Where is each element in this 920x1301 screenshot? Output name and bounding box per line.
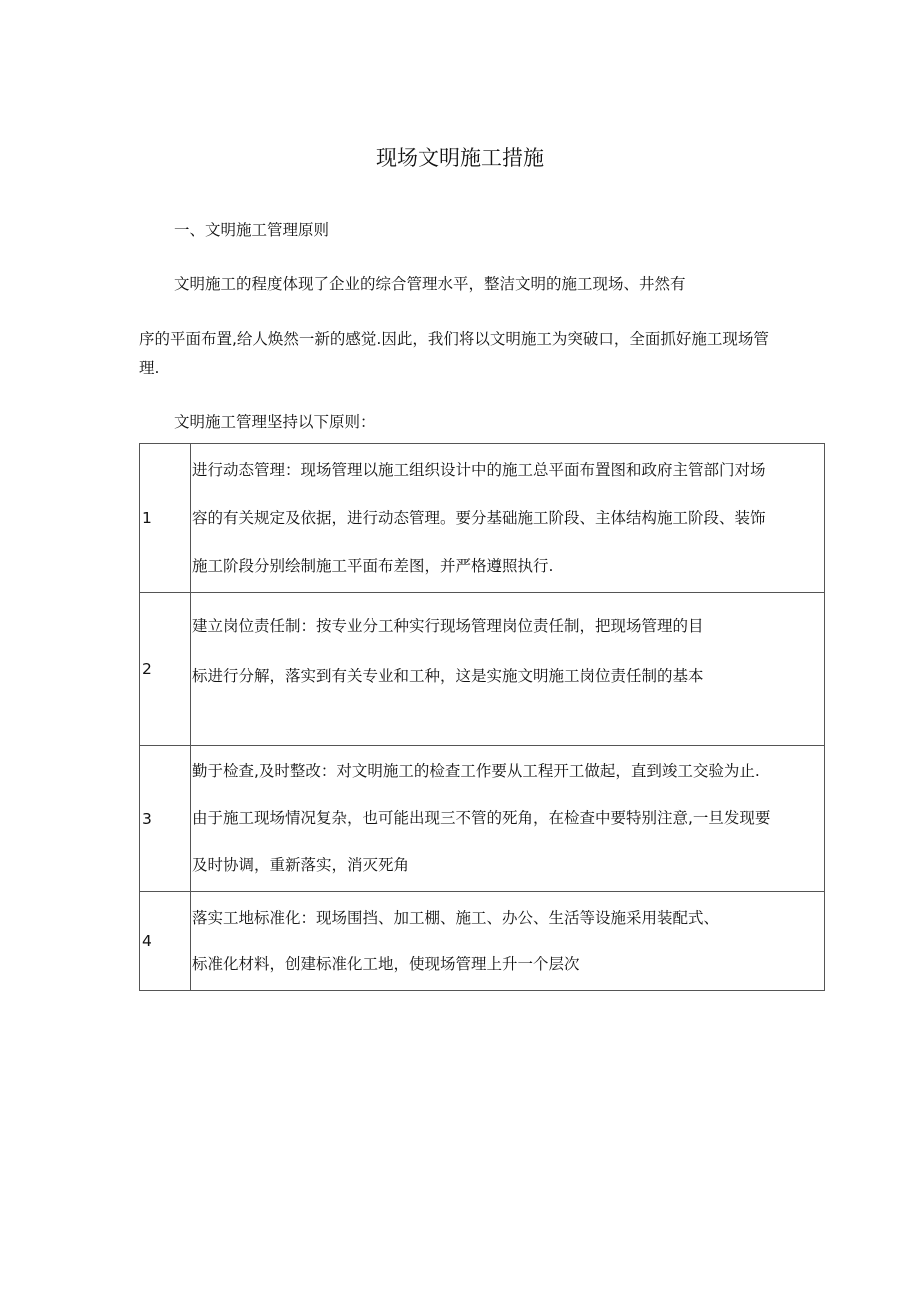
row-content-line: 进行动态管理：现场管理以施工组织设计中的施工总平面布置图和政府主管部门对场 (192, 461, 766, 479)
table-row (140, 746, 825, 892)
row-content (191, 593, 825, 746)
row-number: 1 (140, 444, 191, 593)
intro-paragraph-line: 序的平面布置,给人焕然一新的感觉.因此，我们将以文明施工为突破口，全面抓好施工现场管 (139, 330, 769, 348)
row-content-line: 标准化材料，创建标准化工地，使现场管理上升一个层次 (192, 955, 580, 973)
section-heading: 一、文明施工管理原则 (174, 221, 330, 239)
row-content-line: 勤于检查,及时整改：对文明施工的检查工作要从工程开工做起，直到竣工交验为止. (192, 762, 760, 780)
row-content-line: 落实工地标准化：现场围挡、加工棚、施工、办公、生活等设施采用装配式、 (192, 909, 720, 927)
row-content-line: 标进行分解，落实到有关专业和工种，这是实施文明施工岗位责任制的基本 (192, 667, 704, 685)
row-content (191, 444, 825, 593)
page-title: 现场文明施工措施 (376, 146, 544, 170)
row-content (191, 746, 825, 892)
row-number: 3 (140, 746, 191, 892)
row-number: 4 (140, 892, 191, 991)
row-content-line: 及时协调，重新落实，消灭死角 (192, 856, 410, 874)
row-content-line: 容的有关规定及依据，进行动态管理。要分基础施工阶段、主体结构施工阶段、装饰 (192, 509, 766, 527)
row-content-line: 施工阶段分别绘制施工平面布差图，并严格遵照执行. (192, 557, 554, 575)
intro-paragraph-line: 理. (139, 359, 160, 377)
row-content (191, 892, 825, 991)
intro-paragraph-line: 文明施工的程度体现了企业的综合管理水平，整洁文明的施工现场、井然有 (174, 275, 686, 293)
table-row (140, 892, 825, 991)
row-number: 2 (140, 593, 191, 746)
principles-intro: 文明施工管理坚持以下原则： (174, 413, 376, 431)
table-row (140, 593, 825, 746)
row-content-line: 由于施工现场情况复杂，也可能出现三不管的死角，在检查中要特别注意,一旦发现要 (192, 809, 771, 827)
table-row (140, 444, 825, 593)
principles-table (139, 443, 825, 991)
row-content-line: 建立岗位责任制：按专业分工种实行现场管理岗位责任制，把现场管理的目 (192, 617, 704, 635)
